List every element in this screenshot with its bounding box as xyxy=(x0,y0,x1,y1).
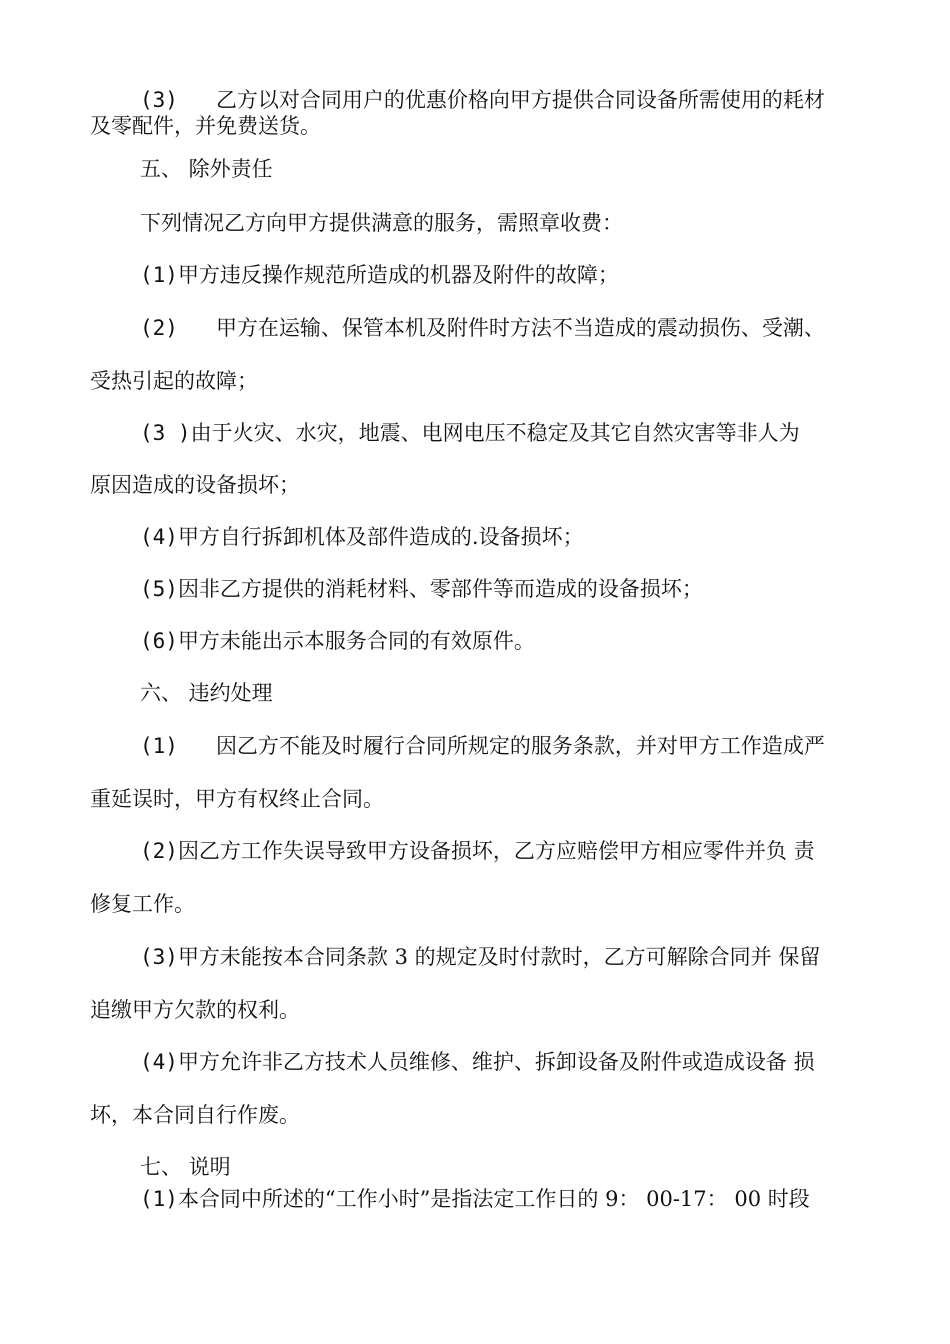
section-heading: 五、 除外责任 xyxy=(140,157,273,181)
section-heading: 六、 违约处理 xyxy=(140,681,273,705)
clause-number: (6) xyxy=(140,629,178,653)
clause-text: 受热引起的故障； xyxy=(90,369,258,393)
paragraph-text: 下列情况乙方向甲方提供满意的服务，需照章收费： xyxy=(140,211,623,235)
exclusion-item-6 xyxy=(0,628,950,654)
clause-number: (3 ) xyxy=(140,421,191,445)
clause-text: 因非乙方提供的消耗材料、零部件等而造成的设备损坏； xyxy=(177,577,703,601)
section-heading-breach xyxy=(0,680,950,706)
section-heading: 七、 说明 xyxy=(140,1155,231,1179)
clause-text: 追缴甲方欠款的权利。 xyxy=(90,998,300,1022)
breach-item-3-line-2 xyxy=(0,997,950,1023)
clause-text: 因乙方工作失误导致甲方设备损坏，乙方应赔偿甲方相应零件并负 责 xyxy=(177,839,815,863)
clause-number: (3) xyxy=(140,945,178,969)
clause-text: 坏，本合同自行作废。 xyxy=(90,1103,300,1127)
clause-number: (1) xyxy=(140,734,178,758)
breach-item-3-line-1 xyxy=(0,944,950,970)
breach-item-2-line-1 xyxy=(0,838,950,864)
clause-text: 甲方未能出示本服务合同的有效原件。 xyxy=(177,629,535,653)
exclusion-item-3-line-1 xyxy=(0,420,950,446)
clause-text: 修复工作。 xyxy=(90,892,195,916)
section-heading-exclusions xyxy=(0,156,950,182)
clause-text: 甲方未能按本合同条款 3 的规定及时付款时，乙方可解除合同并 保留 xyxy=(177,945,821,969)
exclusion-item-3-line-2 xyxy=(0,472,950,498)
clause-number: (2) xyxy=(140,316,178,340)
clause-number: (4) xyxy=(140,525,178,549)
exclusion-item-5 xyxy=(0,576,950,602)
clause-text: 本合同中所述的“工作小时”是指法定工作日的 9： 00-17： 00 时段 xyxy=(177,1187,810,1211)
breach-item-4-line-2 xyxy=(0,1102,950,1128)
clause-text: 重延误时，甲方有权终止合同。 xyxy=(90,787,384,811)
clause-text: 乙方以对合同用户的优惠价格向甲方提供合同设备所需使用的耗材 xyxy=(215,88,825,112)
breach-item-1-line-2 xyxy=(0,786,950,812)
exclusion-item-2-line-1 xyxy=(0,315,950,341)
clause-number: (5) xyxy=(140,577,178,601)
breach-item-4-line-1 xyxy=(0,1049,950,1075)
clause-number: (2) xyxy=(140,839,178,863)
exclusion-item-1 xyxy=(0,262,950,288)
exclusion-item-2-line-2 xyxy=(0,368,950,394)
clause-5-3-line-2 xyxy=(0,113,950,139)
exclusions-intro xyxy=(0,210,950,236)
clause-text: 及零配件，并免费送货。 xyxy=(90,114,321,138)
clause-number: (1) xyxy=(140,1187,178,1211)
breach-item-1-line-1 xyxy=(0,733,950,759)
clause-text: 甲方自行拆卸机体及部件造成的.设备损坏； xyxy=(177,525,584,549)
clause-text: 甲方违反操作规范所造成的机器及附件的故障； xyxy=(177,263,619,287)
clause-text: 甲方允许非乙方技术人员维修、维护、拆卸设备及附件或造成设备 损 xyxy=(177,1050,815,1074)
exclusion-item-4 xyxy=(0,524,950,550)
breach-item-2-line-2 xyxy=(0,891,950,917)
clause-text: 原因造成的设备损坏； xyxy=(90,473,300,497)
clause-text: 甲方在运输、保管本机及附件时方法不当造成的震动损伤、受潮、 xyxy=(215,316,825,340)
notes-item-1 xyxy=(0,1186,950,1212)
clause-text: 因乙方不能及时履行合同所规定的服务条款，并对甲方工作造成严 xyxy=(215,734,825,758)
clause-number: (1) xyxy=(140,263,178,287)
clause-number: (4) xyxy=(140,1050,178,1074)
section-heading-notes xyxy=(0,1154,950,1180)
clause-number: (3) xyxy=(140,88,178,112)
clause-text: 由于火灾、水灾，地震、电网电压不稳定及其它自然灾害等非人为 xyxy=(190,421,800,445)
clause-5-3-line-1 xyxy=(0,87,950,113)
